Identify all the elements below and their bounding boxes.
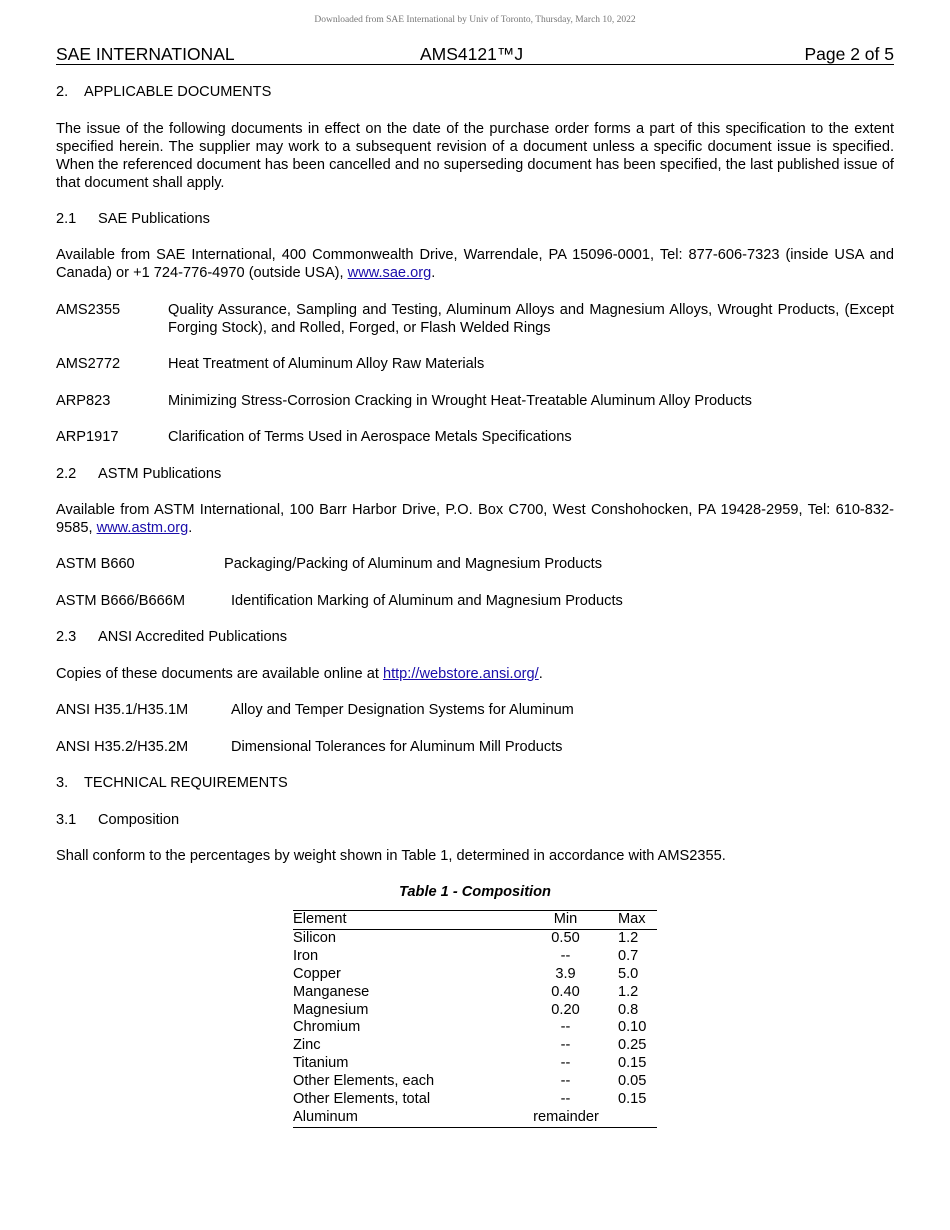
publisher-name: SAE INTERNATIONAL — [56, 44, 235, 64]
cell-element: Copper — [293, 965, 341, 982]
reference-ansi-h35-2 — [56, 738, 894, 756]
reference-title: Identification Marking of Aluminum and Magnesium Products — [231, 593, 623, 609]
cell-max: 1.2 — [618, 983, 639, 1000]
cell-min: -- — [560, 1019, 571, 1036]
sae-website-link[interactable]: www.sae.org — [347, 265, 432, 281]
section-number: 3.1 — [56, 812, 77, 828]
document-number: AMS4121™J — [420, 44, 524, 64]
ansi-availability-paragraph: Copies of these documents are available online at http://webstore.ansi.org/. — [56, 666, 543, 682]
availability-text: Available from ASTM International, 100 Barr Harbor Drive, P.O. Box C700, West Conshohocken, PA 19428-2959, Tel: 610-832-9585, — [56, 502, 894, 536]
table-row — [293, 1073, 657, 1091]
reference-code: ARP823 — [56, 393, 111, 409]
table-row — [293, 948, 657, 966]
table-row — [293, 966, 657, 984]
cell-max: 0.25 — [618, 1037, 647, 1054]
section-title: SAE Publications — [98, 211, 210, 227]
sae-availability-paragraph: Available from SAE International, 400 Commonwealth Drive, Warrendale, PA 15096-0001, Tel: 877-606-7323 (inside USA and Canada) or +1 724-776-4970 (outside USA), www.sae.org. — [56, 247, 894, 281]
reference-code: AMS2355 — [56, 302, 121, 318]
page-header — [56, 44, 894, 65]
cell-max: 0.15 — [618, 1055, 647, 1072]
section-number: 2. — [56, 84, 69, 100]
reference-ams2772 — [56, 355, 894, 373]
cell-element: Magnesium — [293, 1001, 369, 1018]
cell-element: Zinc — [293, 1037, 321, 1054]
cell-max: 0.05 — [618, 1073, 647, 1090]
cell-min: 0.50 — [551, 929, 580, 946]
reference-arp1917 — [56, 428, 894, 446]
table-header-row — [293, 911, 657, 930]
column-header-max: Max — [608, 911, 657, 930]
composition-paragraph: Shall conform to the percentages by weight shown in Table 1, determined in accordance with AMS2355. — [56, 848, 726, 864]
reference-code: ANSI H35.2/H35.2M — [56, 739, 189, 755]
astm-website-link[interactable]: www.astm.org — [96, 520, 189, 536]
reference-title: Dimensional Tolerances for Aluminum Mill Products — [231, 739, 563, 755]
cell-element: Iron — [293, 947, 319, 964]
ansi-webstore-link[interactable]: http://webstore.ansi.org/ — [382, 666, 539, 682]
cell-element: Titanium — [293, 1055, 349, 1072]
table-row — [293, 1109, 657, 1127]
cell-min: -- — [560, 947, 571, 964]
cell-element: Chromium — [293, 1019, 361, 1036]
reference-title: Quality Assurance, Sampling and Testing, Aluminum Alloys and Magnesium Alloys, Wrought Products, (Except Forging Stock), and Rolled, Forged, or Flash Welded Rings — [168, 302, 894, 336]
cell-max: 0.10 — [618, 1019, 647, 1036]
cell-min: -- — [560, 1055, 571, 1072]
section-number: 3. — [56, 775, 69, 791]
reference-ams2355 — [56, 301, 894, 337]
composition-table — [293, 910, 657, 1128]
column-header-min: Min — [523, 911, 608, 930]
cell-min: 3.9 — [555, 965, 576, 982]
reference-code: AMS2772 — [56, 356, 121, 372]
section-3-heading — [56, 774, 288, 792]
table-row — [293, 984, 657, 1002]
reference-code: ARP1917 — [56, 429, 119, 445]
reference-title: Alloy and Temper Designation Systems for Aluminum — [231, 702, 574, 718]
cell-max: 0.15 — [618, 1091, 647, 1108]
availability-text: Copies of these documents are available online at — [56, 666, 383, 682]
reference-code: ASTM B666/B666M — [56, 593, 185, 609]
reference-code: ANSI H35.1/H35.1M — [56, 702, 189, 718]
reference-title: Heat Treatment of Aluminum Alloy Raw Materials — [168, 356, 485, 372]
section-number: 2.3 — [56, 629, 77, 645]
reference-title: Clarification of Terms Used in Aerospace Metals Specifications — [168, 429, 572, 445]
table-caption: Table 1 - Composition — [399, 884, 551, 900]
cell-min: 0.20 — [551, 1001, 580, 1018]
astm-availability-paragraph: Available from ASTM International, 100 Barr Harbor Drive, P.O. Box C700, West Conshohocken, PA 19428-2959, Tel: 610-832-9585, www.astm.org. — [56, 502, 894, 536]
reference-title: Minimizing Stress-Corrosion Cracking in Wrought Heat-Treatable Aluminum Alloy Products — [168, 393, 752, 409]
section-title: ANSI Accredited Publications — [98, 629, 288, 645]
table-row — [293, 929, 657, 947]
section-title: APPLICABLE DOCUMENTS — [84, 84, 272, 100]
cell-max: 0.8 — [618, 1001, 639, 1018]
table-row — [293, 1019, 657, 1037]
page-number: Page 2 of 5 — [804, 44, 894, 64]
cell-element: Other Elements, each — [293, 1073, 435, 1090]
cell-min: -- — [560, 1073, 571, 1090]
cell-element: Other Elements, total — [293, 1091, 431, 1108]
reference-arp823 — [56, 392, 894, 410]
table-row — [293, 1091, 657, 1109]
section-2-1-heading — [56, 210, 210, 228]
reference-astm-b660 — [56, 555, 894, 573]
table-row — [293, 1002, 657, 1020]
table-row — [293, 1037, 657, 1055]
section-title: ASTM Publications — [98, 466, 222, 482]
section-2-2-heading — [56, 465, 221, 483]
cell-max: 1.2 — [618, 929, 639, 946]
section-2-3-heading — [56, 628, 287, 646]
reference-title: Packaging/Packing of Aluminum and Magnesium Products — [224, 556, 603, 572]
availability-text: Available from SAE International, 400 Commonwealth Drive, Warrendale, PA 15096-0001, Tel: 877-606-7323 (inside USA and Canada) or +1 724-776-4970 (outside USA), — [56, 247, 894, 281]
cell-element: Silicon — [293, 929, 336, 946]
section-title: TECHNICAL REQUIREMENTS — [84, 775, 288, 791]
section-2-heading — [56, 83, 271, 101]
cell-min: -- — [560, 1037, 571, 1054]
cell-max: 0.7 — [618, 947, 639, 964]
cell-remainder: remainder — [533, 1108, 599, 1125]
reference-astm-b666 — [56, 592, 894, 610]
section-title: Composition — [98, 812, 180, 828]
section-3-1-heading — [56, 811, 179, 829]
download-notice: Downloaded from SAE International by Univ of Toronto, Thursday, March 10, 2022 — [314, 15, 636, 25]
cell-min: -- — [560, 1091, 571, 1108]
reference-ansi-h35-1 — [56, 701, 894, 719]
reference-code: ASTM B660 — [56, 556, 135, 572]
cell-element: Manganese — [293, 983, 370, 1000]
table-row — [293, 1055, 657, 1073]
section-2-paragraph: The issue of the following documents in effect on the date of the purchase order forms a part of this specification to the extent specified herein. The supplier may work to a subsequent revision of a document unless a specific document issue is specified. When the referenced document has been cancelled and no superseding document has been specified, the last published issue of that document shall apply. — [56, 121, 894, 191]
cell-max: 5.0 — [618, 965, 639, 982]
cell-element: Aluminum — [293, 1108, 358, 1125]
section-number: 2.2 — [56, 466, 77, 482]
section-number: 2.1 — [56, 211, 77, 227]
cell-min: 0.40 — [551, 983, 580, 1000]
column-header-element: Element — [293, 911, 523, 930]
